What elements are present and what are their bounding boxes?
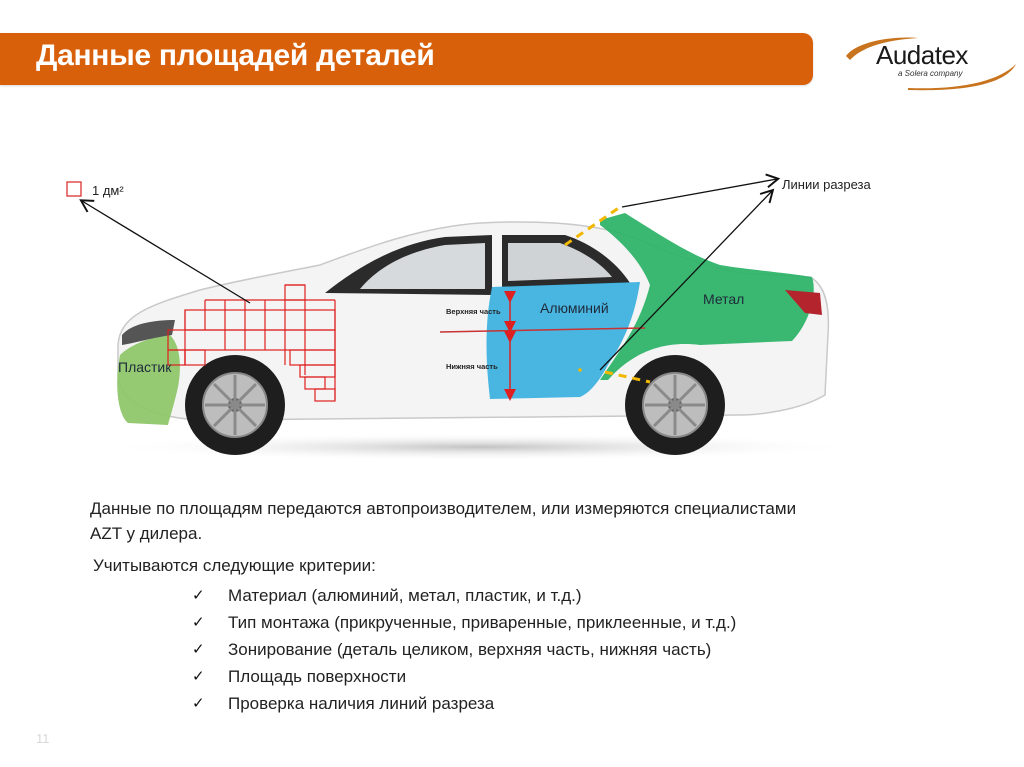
criteria-list (192, 582, 736, 717)
plastic-zone-label: Пластик (118, 359, 172, 375)
car-illustration (60, 165, 910, 475)
car-area-diagram (60, 165, 910, 475)
logo-tagline: a Solera company (898, 69, 963, 78)
checkmark-icon: ✓ (192, 695, 205, 712)
criteria-item (192, 690, 736, 717)
criteria-item-text: Проверка наличия линий разреза (228, 694, 495, 713)
lower-part-label: Нижняя часть (446, 362, 498, 371)
title-banner (0, 33, 813, 85)
criteria-item (192, 636, 736, 663)
metal-zone-label: Метал (703, 291, 745, 307)
logo-name: Audatex (876, 40, 968, 70)
description-paragraph: Данные по площадям передаются автопроизводителем, или измеряются специалистами AZT у дилера. (90, 499, 797, 543)
criteria-item-text: Тип монтажа (прикрученные, приваренные, приклеенные, и т.д.) (228, 613, 737, 632)
checkmark-icon: ✓ (192, 641, 205, 658)
criteria-heading: Учитываются следующие критерии: (93, 556, 376, 575)
checkmark-icon: ✓ (192, 614, 205, 631)
criteria-item-text: Зонирование (деталь целиком, верхняя часть, нижняя часть) (228, 640, 712, 659)
audatex-logo (838, 34, 1018, 94)
checkmark-icon: ✓ (192, 668, 205, 685)
criteria-item (192, 609, 736, 636)
criteria-item (192, 582, 736, 609)
aluminium-zone-label: Алюминий (540, 300, 609, 316)
cut-lines-label: Линии разреза (782, 177, 871, 192)
checkmark-icon: ✓ (192, 587, 205, 604)
criteria-item-text: Площадь поверхности (228, 667, 407, 686)
upper-part-label: Верхняя часть (446, 307, 501, 316)
criteria-item (192, 663, 736, 690)
page-number: 11 (36, 731, 50, 746)
grid-unit-label: 1 дм² (92, 183, 124, 198)
page-title: Данные площадей деталей (36, 39, 435, 72)
criteria-item-text: Материал (алюминий, метал, пластик, и т.д.) (228, 586, 582, 605)
